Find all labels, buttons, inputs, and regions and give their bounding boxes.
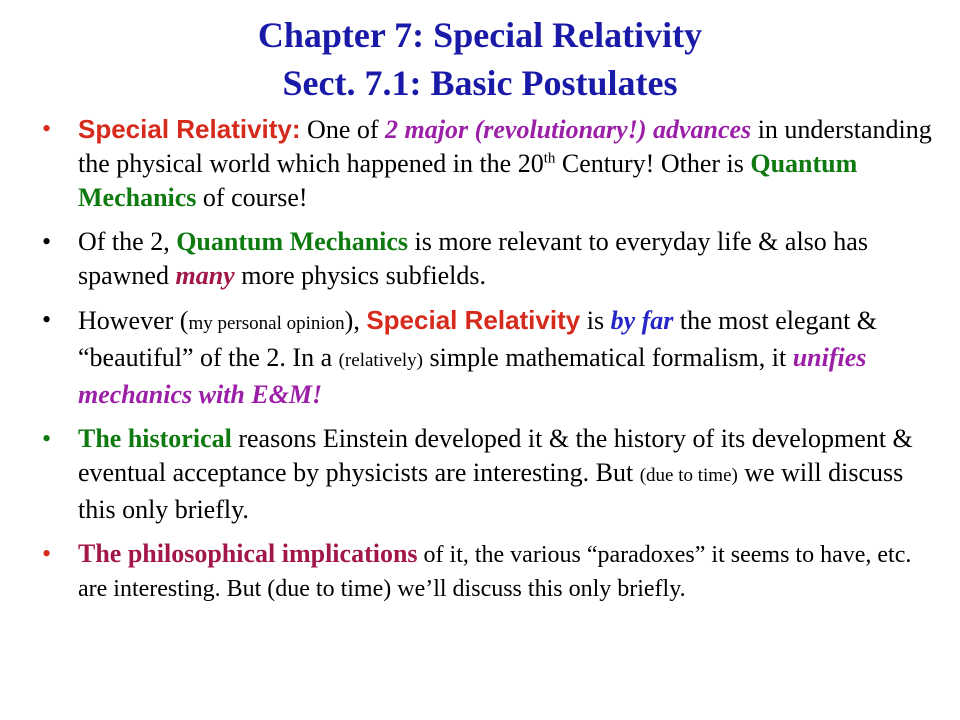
bullet-dot: •	[42, 114, 52, 143]
bullet-text: The historical	[78, 424, 232, 453]
bullet-text: reasons Einstein developed it & the history of its development & eventual acceptance by physicists are interesting. But	[78, 424, 913, 487]
bullet-text: (relatively)	[338, 350, 424, 371]
bullet-item	[40, 112, 940, 215]
bullet-text: is more relevant to everyday life & also has spawned	[78, 227, 868, 290]
bullet-text: Special Relativity	[366, 305, 581, 335]
bullet-text: Century! Other is	[555, 149, 751, 178]
bullet-item	[40, 537, 940, 606]
bullet-text: of it, the various “paradoxes” it seems to have, etc. are interesting. But (due to time) we’ll discuss this only briefly.	[78, 542, 912, 602]
bullet-item	[40, 225, 940, 293]
bullet-text: simple mathematical formalism, it	[423, 343, 793, 372]
bullet-text: 2 major (revolutionary!) advances	[385, 115, 752, 144]
bullet-text: unifies mechanics with E&M!	[78, 343, 867, 409]
bullet-item	[40, 303, 940, 412]
bullet-text: of course!	[196, 183, 308, 212]
bullet-text: many	[175, 261, 235, 290]
bullet-text: the most elegant & “beautiful” of the 2. In a	[78, 306, 878, 372]
bullet-text: Special Relativity:	[78, 114, 301, 144]
bullet-text: Quantum Mechanics	[176, 227, 409, 256]
bullet-text: However (	[78, 306, 189, 335]
bullet-text: th	[543, 150, 556, 167]
bullet-text: One of	[300, 115, 386, 144]
bullet-text: my personal opinion	[188, 313, 345, 334]
bullet-dot: •	[42, 539, 52, 568]
bullet-text: Of the 2,	[78, 227, 177, 256]
bullet-text: we will discuss this only briefly.	[78, 458, 904, 524]
slide-subtitle: Sect. 7.1: Basic Postulates	[282, 63, 678, 103]
bullet-text: in understanding the physical world which happened in the 20	[78, 115, 932, 178]
bullet-text: by far	[610, 306, 674, 335]
bullet-item	[40, 422, 940, 527]
bullet-text: is	[580, 306, 611, 335]
bullet-text: (due to time)	[639, 465, 738, 486]
bullet-dot: •	[42, 305, 52, 334]
bullet-list	[40, 112, 940, 616]
bullet-dot: •	[42, 424, 52, 453]
bullet-text: more physics subfields.	[234, 261, 487, 290]
bullet-text: ),	[344, 306, 367, 335]
bullet-text: The philosophical implications	[78, 539, 418, 568]
bullet-dot: •	[42, 227, 52, 256]
slide-title: Chapter 7: Special Relativity	[257, 15, 703, 55]
bullet-text: Quantum Mechanics	[78, 149, 858, 212]
